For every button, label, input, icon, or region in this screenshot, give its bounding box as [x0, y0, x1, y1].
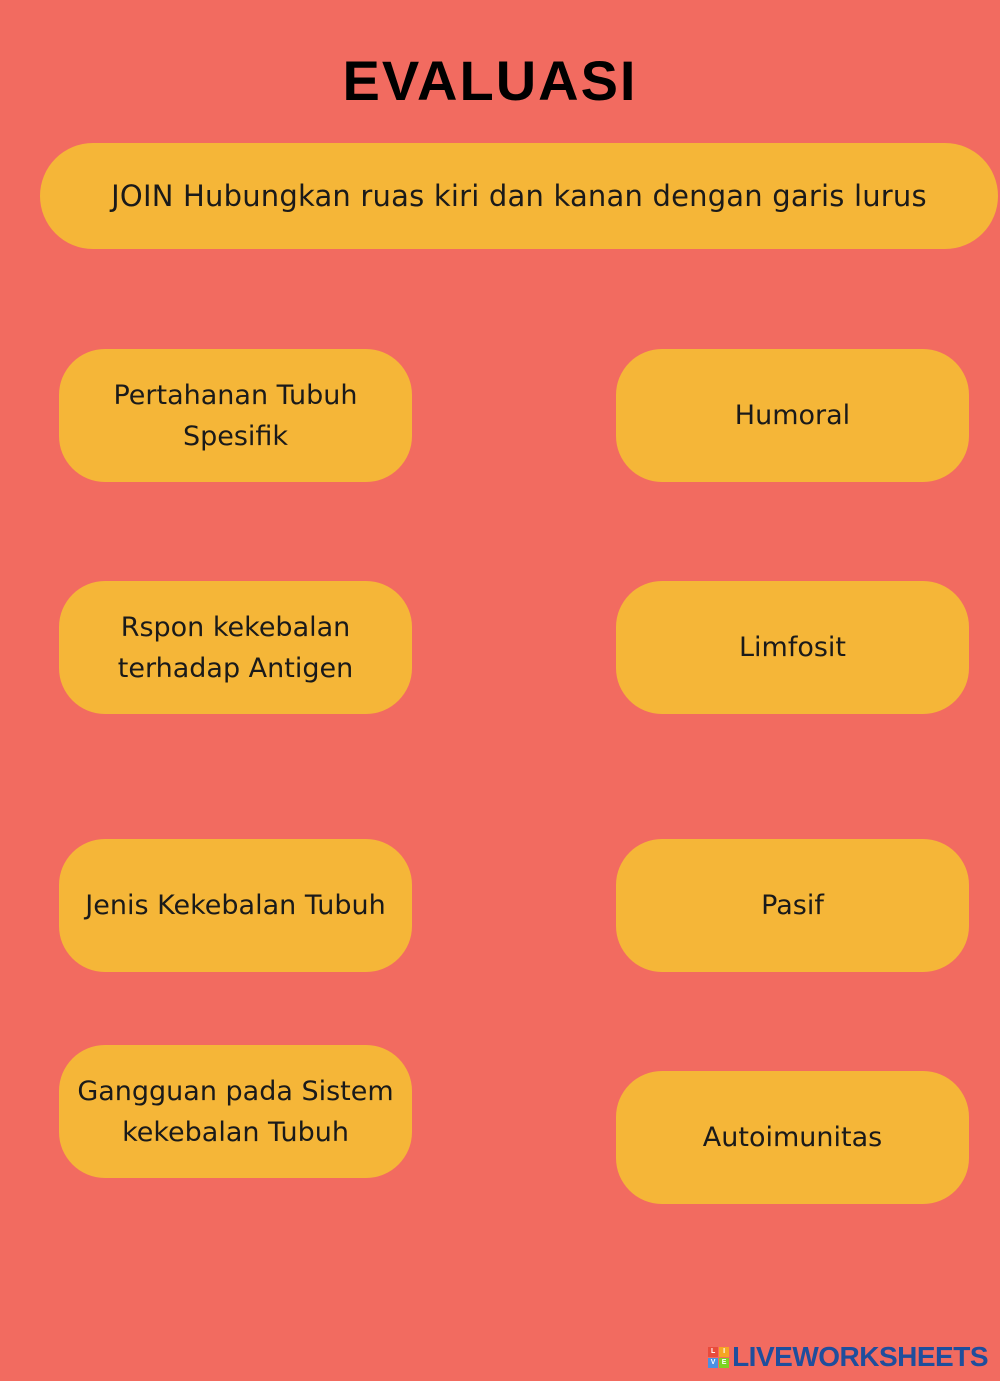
right-item-label: Pasif	[761, 890, 824, 921]
liveworksheets-logo	[708, 1341, 988, 1373]
liveworksheets-wordmark: LIVEWORKSHEETS	[732, 1341, 988, 1372]
logo-letter: I	[719, 1347, 729, 1357]
left-item-2[interactable]	[59, 581, 412, 714]
right-item-3[interactable]	[616, 839, 969, 972]
instruction-text: JOIN Hubungkan ruas kiri dan kanan dengan garis lurus	[111, 179, 927, 213]
instruction-banner	[40, 143, 998, 249]
logo-letter: V	[708, 1358, 718, 1368]
left-item-3[interactable]	[59, 839, 412, 972]
right-item-4[interactable]	[616, 1071, 969, 1204]
left-item-label: Jenis Kekebalan Tubuh	[85, 890, 386, 921]
right-item-label: Limfosit	[738, 632, 847, 663]
logo-letter: L	[708, 1347, 718, 1357]
right-item-1[interactable]	[616, 349, 969, 482]
page-title: EVALUASI	[342, 49, 638, 112]
left-item-1[interactable]	[59, 349, 412, 482]
right-item-label: Autoimunitas	[702, 1122, 883, 1153]
left-item-label: Gangguan pada Sistem kekebalan Tubuh	[77, 1075, 394, 1148]
logo-letter: E	[719, 1358, 729, 1368]
liveworksheets-icon	[708, 1347, 729, 1368]
right-item-label: Humoral	[734, 400, 851, 431]
left-item-label: Rspon kekebalan terhadap Antigen	[117, 611, 354, 684]
left-item-label: Pertahanan Tubuh Spesifik	[113, 379, 358, 452]
right-item-2[interactable]	[616, 581, 969, 714]
left-item-4[interactable]	[59, 1045, 412, 1178]
